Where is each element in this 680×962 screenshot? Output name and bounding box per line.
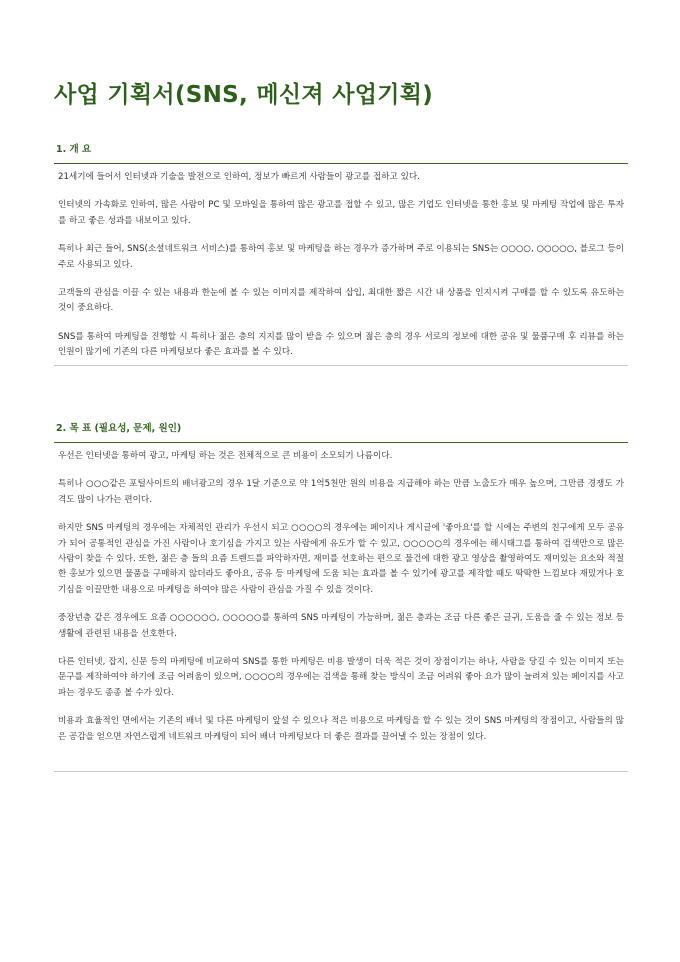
paragraph: SNS를 통하여 마케팅을 진행할 시 특히나 젊은 층의 지지를 많이 받을 수 있으며 젊은 층의 경우 서로의 정보에 대한 공유 및 물품구매 후 리뷰를 하는 인원이 많기에 기존의 다른 마케팅보다 좋은 효과를 볼 수 있다. [58,331,624,358]
section-end-divider [54,771,628,772]
section-overview [54,143,628,366]
paragraph: 우선은 인터넷을 통하여 광고, 마케팅 하는 것은 전체적으로 큰 비용이 소모되기 나름이다. [58,451,393,461]
section-heading: 1. 개 요 [56,144,92,155]
document-title: 사업 기획서(SNS, 메신져 사업기획) [54,82,434,108]
paragraph: 비용과 효율적인 면에서는 기존의 배너 및 다른 마케팅이 앞설 수 있으나 적은 비용으로 마케팅을 할 수 있는 것이 SNS 마케팅의 장점이고, 사람들의 많은 공감을 얻으면 자연스럽게 네트워크 마케팅이 되어 배너 마케팅보다 더 좋은 결과를 끌어낼 수 있는 장점이 있다. [58,716,624,742]
section-heading: 2. 목 표 (필요성, 문제, 원인) [56,423,182,434]
paragraph: 중장년층 같은 경우에도 요즘 ○○○○○○, ○○○○○를 통하여 SNS 마케팅이 가능하며, 젊은 층과는 조금 다른 좋은 글귀, 도움을 줄 수 있는 정보 등 생활에 관련된 내용을 선호한다. [58,613,624,639]
paragraph: 다른 인터넷, 잡지, 신문 등의 마케팅에 비교하여 SNS를 통한 마케팅은 비용 발생이 더욱 적은 것이 장점이기는 하나, 사람을 당길 수 있는 이미지 또는 문구를 제작하여야 하기에 조금 어려움이 있으며, ○○○○의 경우에는 검색을 통해 찾는 방식이 조금 어려워 좋아 요가 많이 늘려져 있는 페이지를 사고파는 경우도 종종 볼 수가 있다. [58,657,624,698]
paragraph: 하지만 SNS 마케팅의 경우에는 자체적인 관리가 우선시 되고 ○○○○의 경우에는 페이지나 게시글에 '좋아요'를 할 시에는 주변의 친구에게 모두 공유가 되어 공통적인 관심을 가진 사람이나 호기심을 가지고 있는 사람에게 유도가 할 수 있고, ○○○○○의 경우에는 해시태그를 통하여 검색만으로 많은 사람이 찾을 수 있다. 또한, 젊은 층 들의 요즘 트렌드를 파악하자면, 재미를 선호하는 편으로 물건에 대한 광고 영상을 촬영하여도 재미있는 요소와 적절한 홍보가 있으면 물품을 구매하지 않더라도 좋아요, 공유 등 마케팅에 도움 되는 효과를 볼 수 있기에 광고를 제작할 때도 딱딱한 느낌보다 재밌거나 호기심을 이끌만한 내용으로 마케팅을 하여야 많은 사람이 관심을 가질 수 있을 것이다. [58,523,624,595]
paragraph: 고객들의 관심을 이끌 수 있는 내용과 한눈에 볼 수 있는 이미지를 제작하여 삽입, 최대한 짧은 시간 내 상품을 인지시켜 구매를 할 수 있도록 유도하는 것이 중요하다. [58,288,624,314]
section-body [54,443,628,745]
section-end-divider [54,365,628,366]
section-body [54,164,628,361]
section-goals [54,422,628,772]
paragraph: 21세기에 들어서 인터넷과 기술을 발전으로 인하여, 정보가 빠르게 사람들이 광고를 접하고 있다. [58,172,420,182]
paragraph: 특히나 최근 들어, SNS(소셜네트워크 서비스)를 통하여 홍보 및 마케팅을 하는 경우가 증가하며 주로 이용되는 SNS는 ○○○○, ○○○○○, 블로그 등이 주로 사용되고 있다. [58,244,624,270]
paragraph: 특히나 ○○○같은 포털사이트의 배너광고의 경우 1달 기준으로 약 1억5천만 원의 비용을 지급해야 하는 만큼 노출도가 매우 높으며, 그만큼 경쟁도 가격도 많이 나가는 편이다. [58,479,624,505]
paragraph: 인터넷의 가속화로 인하여, 많은 사람이 PC 및 모바일을 통하여 많은 광고를 접할 수 있고, 많은 기업도 인터넷을 통한 홍보 및 마케팅 작업에 많은 투자를 하고 좋은 성과를 내보이고 있다. [58,200,624,226]
